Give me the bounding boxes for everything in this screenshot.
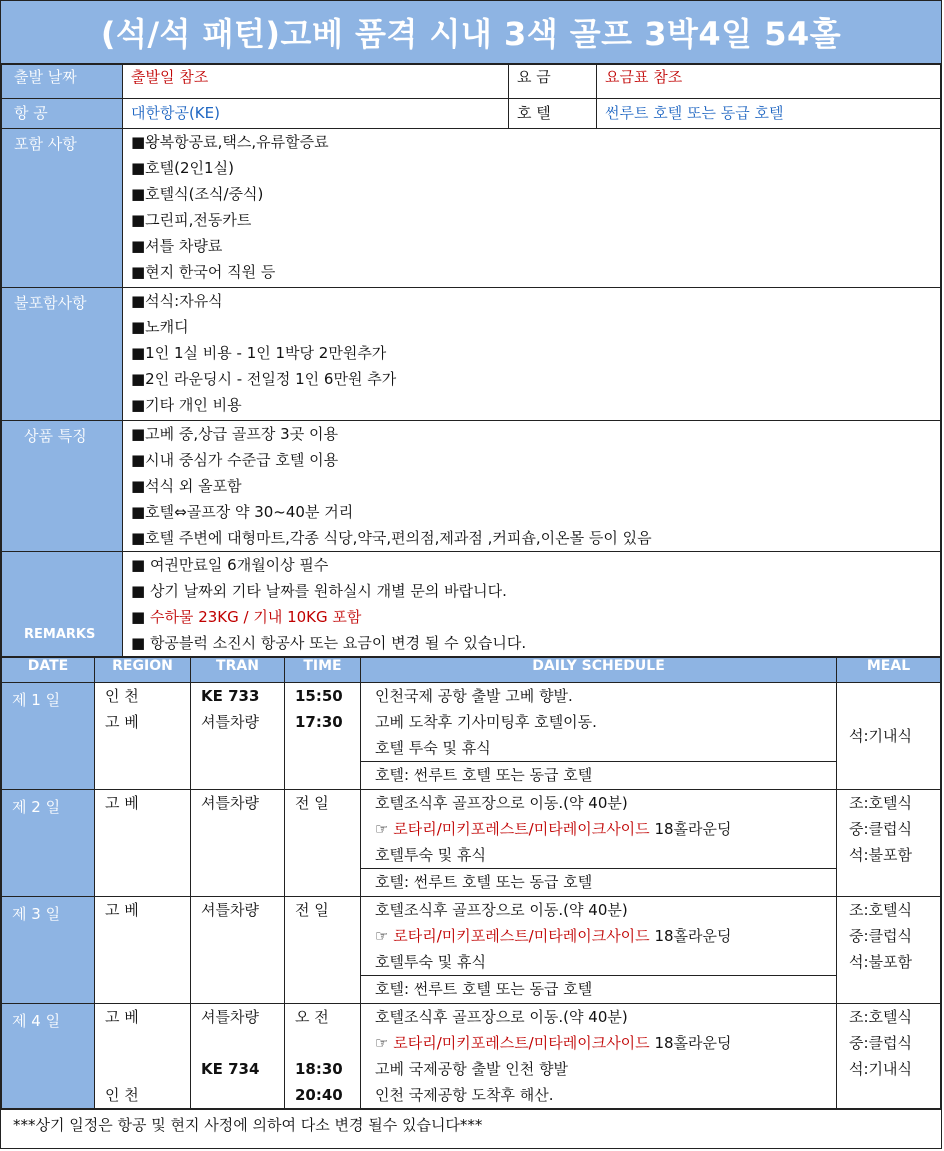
time-cell: 전 일 [285, 790, 361, 897]
hotel-line: 호텔: 썬루트 호텔 또는 동급 호텔 [361, 975, 836, 1003]
daily-schedule-cell [361, 790, 837, 897]
schedule-line: ☞ 로타리/미키포레스트/미타레이크사이드 18홀라운딩 [375, 1034, 732, 1052]
schedule-line: 호텔투숙 및 휴식 [375, 953, 486, 971]
meal-cell: 조:호텔식 중:클럽식 석:기내식 [837, 1004, 941, 1109]
schedule-day-row [2, 897, 941, 1004]
header-tran: TRAN [191, 658, 285, 683]
schedule-line: 인천국제 공항 출발 고베 향발. [375, 687, 573, 705]
excluded-list [123, 288, 941, 421]
feature-item: ■호텔⇔골프장 약 30~40분 거리 [131, 503, 354, 521]
day-label: 제 3 일 [2, 897, 95, 1004]
tran-cell: 셔틀차량 [191, 790, 285, 897]
day-label: 제 4 일 [2, 1004, 95, 1109]
region-cell: 고 베 인 천 [95, 1004, 191, 1109]
remark-item: ■ 수하물 23KG / 기내 10KG 포함 [131, 608, 362, 626]
schedule-line: 고베 도착후 기사미팅후 호텔이동. [375, 713, 597, 731]
included-list [123, 129, 941, 288]
tran-cell: KE 733 셔틀차량 [191, 683, 285, 790]
schedule-line: 호텔 투숙 및 휴식 [375, 739, 491, 757]
feature-item: ■고베 중,상급 골프장 3곳 이용 [131, 425, 338, 443]
feature-item: ■석식 외 올포함 [131, 477, 242, 495]
day-label: 제 2 일 [2, 790, 95, 897]
schedule-line: 호텔투숙 및 휴식 [375, 846, 486, 864]
tran-cell: 셔틀차량 [191, 897, 285, 1004]
time-cell: 15:50 17:30 [285, 683, 361, 790]
included-item: ■그린피,전동카트 [131, 211, 252, 229]
included-label: 포함 사항 [2, 129, 123, 288]
excluded-item: ■노캐디 [131, 318, 189, 336]
hotel-label: 호 텔 [509, 99, 597, 129]
time-cell: 오 전 18:30 20:40 [285, 1004, 361, 1109]
included-item: ■현지 한국어 직원 등 [131, 263, 276, 281]
schedule-line: 인천 국제공항 도착후 해산. [375, 1086, 554, 1104]
hotel-value: 썬루트 호텔 또는 동급 호텔 [597, 99, 941, 129]
schedule-line: 호텔조식후 골프장으로 이동.(약 40분) [375, 901, 628, 919]
schedule-line: 호텔조식후 골프장으로 이동.(약 40분) [375, 794, 628, 812]
day-label: 제 1 일 [2, 683, 95, 790]
header-daily-schedule: DAILY SCHEDULE [361, 658, 837, 683]
remarks-label-text: REMARKS [24, 627, 96, 642]
features-label: 상품 특징 [2, 421, 123, 552]
daily-schedule-cell [361, 683, 837, 790]
excluded-item: ■기타 개인 비용 [131, 396, 242, 414]
meal-cell: 조:호텔식 중:클럽식 석:불포함 [837, 897, 941, 1004]
header-time: TIME [285, 658, 361, 683]
remarks-label [2, 552, 123, 657]
schedule-line: 호텔조식후 골프장으로 이동.(약 40분) [375, 1008, 628, 1026]
daily-schedule-cell [361, 1004, 837, 1109]
time-cell: 전 일 [285, 897, 361, 1004]
header-date: DATE [2, 658, 95, 683]
meal-cell: 석:기내식 [837, 683, 941, 790]
region-cell: 고 베 [95, 790, 191, 897]
remark-item: ■ 항공블럭 소진시 항공사 또는 요금이 변경 될 수 있습니다. [131, 634, 527, 652]
airline-label: 항 공 [2, 99, 123, 129]
feature-item: ■호텔 주변에 대형마트,각종 식당,약국,편의점,제과점 ,커피숍,이온몰 등이 있음 [131, 529, 652, 547]
region-cell: 고 베 [95, 897, 191, 1004]
remark-item: ■ 여권만료일 6개월이상 필수 [131, 556, 329, 574]
hotel-line: 호텔: 썬루트 호텔 또는 동급 호텔 [361, 761, 836, 789]
tran-cell: 셔틀차량 KE 734 [191, 1004, 285, 1109]
fee-value: 요금표 참조 [597, 65, 941, 99]
included-item: ■호텔식(조식/중식) [131, 185, 264, 203]
remarks-list [123, 552, 941, 657]
footer-note: ***상기 일정은 항공 및 현지 사정에 의하여 다소 변경 될수 있습니다*** [1, 1109, 941, 1140]
schedule-table [1, 657, 941, 1109]
hotel-line: 호텔: 썬루트 호텔 또는 동급 호텔 [361, 868, 836, 896]
schedule-day-row [2, 683, 941, 790]
schedule-line: ☞ 로타리/미키포레스트/미타레이크사이드 18홀라운딩 [375, 820, 732, 838]
schedule-day-row [2, 790, 941, 897]
schedule-line: ☞ 로타리/미키포레스트/미타레이크사이드 18홀라운딩 [375, 927, 732, 945]
fee-label: 요 금 [509, 65, 597, 99]
header-meal: MEAL [837, 658, 941, 683]
region-cell: 인 천 고 베 [95, 683, 191, 790]
included-item: ■셔틀 차량료 [131, 237, 223, 255]
airline-value: 대한항공(KE) [123, 99, 509, 129]
header-region: REGION [95, 658, 191, 683]
included-item: ■호텔(2인1실) [131, 159, 234, 177]
schedule-day-row [2, 1004, 941, 1109]
excluded-item: ■석식:자유식 [131, 292, 223, 310]
feature-item: ■시내 중심가 수준급 호텔 이용 [131, 451, 339, 469]
excluded-item: ■2인 라운딩시 - 전일정 1인 6만원 추가 [131, 370, 397, 388]
info-table [1, 64, 941, 657]
departure-value: 출발일 참조 [123, 65, 509, 99]
departure-label: 출발 날짜 [2, 65, 123, 99]
excluded-item: ■1인 1실 비용 - 1인 1박당 2만원추가 [131, 344, 387, 362]
remark-item: ■ 상기 날짜외 기타 날짜를 원하실시 개별 문의 바랍니다. [131, 582, 507, 600]
included-item: ■왕복항공료,택스,유류할증료 [131, 133, 329, 151]
schedule-line: 고베 국제공항 출발 인천 향발 [375, 1060, 568, 1078]
page-title: (석/석 패턴)고베 품격 시내 3색 골프 3박4일 54홀 [1, 1, 941, 64]
excluded-label: 불포함사항 [2, 288, 123, 421]
meal-cell: 조:호텔식 중:클럽식 석:불포함 [837, 790, 941, 897]
features-list [123, 421, 941, 552]
daily-schedule-cell [361, 897, 837, 1004]
